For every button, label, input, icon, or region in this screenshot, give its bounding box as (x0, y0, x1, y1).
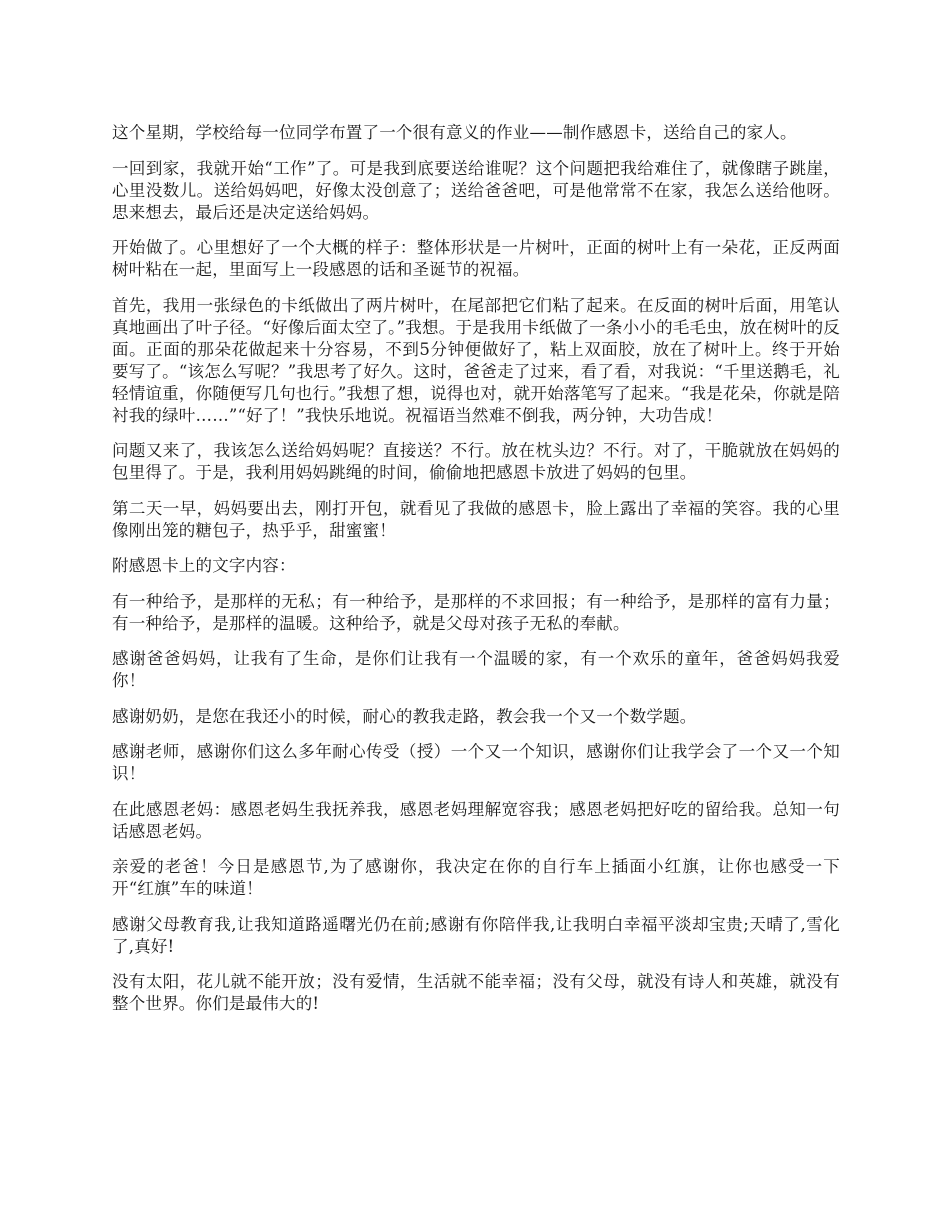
paragraph-intro: 这个星期，学校给每一位同学布置了一个很有意义的作业——制作感恩卡，送给自己的家人。 (112, 123, 797, 142)
paragraph-next-day: 第二天一早，妈妈要出去，刚打开包，就看见了我做的感恩卡，脸上露出了幸福的笑容。我的心里像刚出笼的糖包子，热乎乎，甜蜜蜜！ (112, 498, 840, 540)
paragraph-design-plan: 开始做了。心里想好了一个大概的样子：整体形状是一片树叶，正面的树叶上有一朵花，正反两面树叶粘在一起，里面写上一段感恩的话和圣诞节的祝福。 (112, 238, 840, 279)
paragraph-making-card: 首先，我用一张绿色的卡纸做出了两片树叶，在尾部把它们粘了起来。在反面的树叶后面，用笔认真地画出了叶子径。“好像后面太空了。”我想。于是我用卡纸做了一条小小的毛毛虫，放在树叶的反面。正面的那朵花做起来十分容易，不到5分钟便做好了，粘上双面胶，放在了树叶上。终于开始要写了。“该怎么写呢？”我思考了好久。这时，爸爸走了过来，看了看，对我说：“千里送鹅毛，礼轻情谊重，你随便写几句也行。”我想了想，说得也对，就开始落笔写了起来。“我是花朵，你就是陪衬我的绿叶……”“好了！”我快乐地说。祝福语当然难不倒我，两分钟，大功告成！ (112, 295, 840, 425)
paragraph-card-text-heading: 附感恩卡上的文字内容： (112, 556, 296, 575)
paragraph-thanks-teacher: 感谢老师，感谢你们这么多年耐心传受（授）一个又一个知识，感谢你们让我学会了一个又一个知识！ (112, 742, 840, 783)
paragraph-closing: 没有太阳，花儿就不能开放；没有爱情，生活就不能幸福；没有父母，就没有诗人和英雄，就没有整个世界。你们是最伟大的! (112, 972, 840, 1013)
paragraph-choosing-recipient: 一回到家，我就开始“工作”了。可是我到底要送给谁呢？这个问题把我给难住了，就像瞎子跳崖，心里没数儿。送给妈妈吧，好像太没创意了；送给爸爸吧，可是他常常不在家，我怎么送给他呀。思来想去，最后还是决定送给妈妈。 (112, 158, 840, 222)
paragraph-dear-dad: 亲爱的老爸！今日是感恩节,为了感谢你，我决定在你的自行车上插面小红旗，让你也感受一下开“红旗”车的味道！ (112, 857, 840, 898)
paragraph-thanks-parents: 感谢爸爸妈妈，让我有了生命，是你们让我有一个温暖的家，有一个欢乐的童年，爸爸妈妈我爱你！ (112, 649, 840, 690)
paragraph-thanks-education: 感谢父母教育我,让我知道路遥曙光仍在前;感谢有你陪伴我,让我明白幸福平淡却宝贵;天晴了,雪化了,真好! (112, 914, 840, 956)
document-body (112, 122, 840, 1029)
paragraph-thanks-mom: 在此感恩老妈：感恩老妈生我抚养我，感恩老妈理解宽容我；感恩老妈把好吃的留给我。总知一句话感恩老妈。 (112, 799, 840, 841)
paragraph-thanks-grandma: 感谢奶奶，是您在我还小的时候，耐心的教我走路，教会我一个又一个数学题。 (112, 706, 697, 726)
paragraph-delivery: 问题又来了，我该怎么送给妈妈呢？直接送？不行。放在枕头边？不行。对了，干脆就放在妈妈的包里得了。于是，我利用妈妈跳绳的时间，偷偷地把感恩卡放进了妈妈的包里。 (112, 441, 840, 482)
paragraph-giving: 有一种给予，是那样的无私；有一种给予，是那样的不求回报；有一种给予，是那样的富有力量；有一种给予，是那样的温暖。这种给予，就是父母对孩子无私的奉献。 (112, 591, 840, 633)
